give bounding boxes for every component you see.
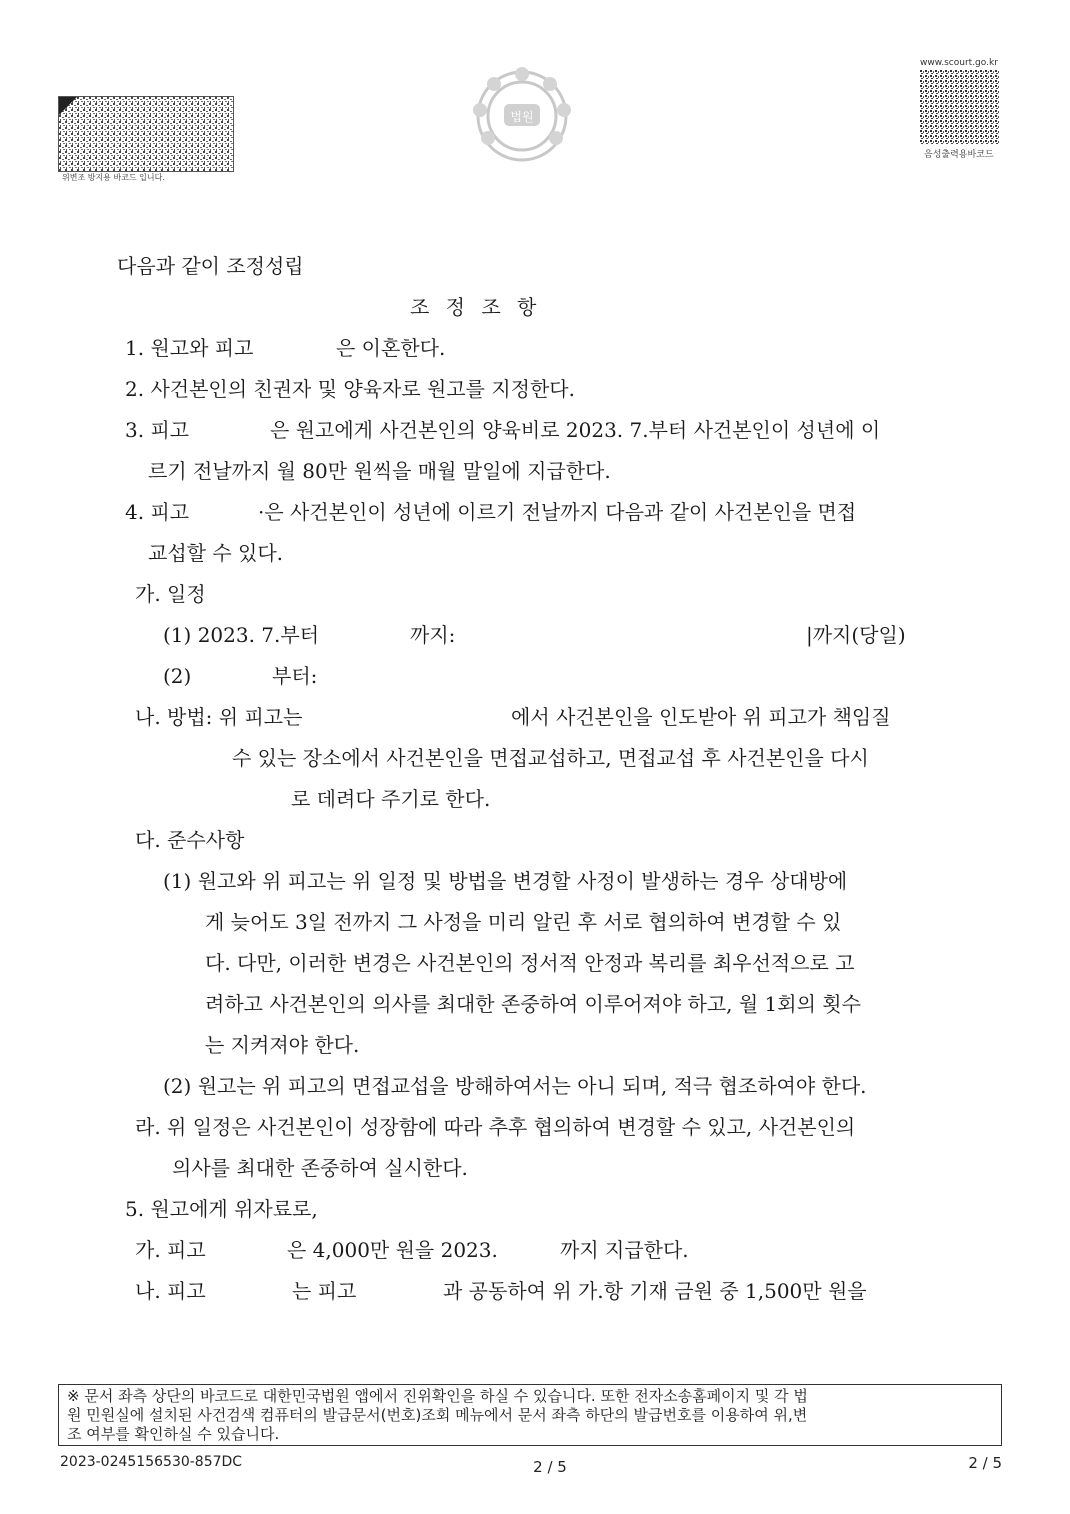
notice-line: ※ 문서 좌측 상단의 바코드로 대한민국법원 앱에서 진위확인을 하실 수 있습니다. 또한 전자소송홈페이지 및 각 법 [67,1387,808,1405]
page-number-center: 2 / 5 [533,1458,567,1476]
clause-3: 3. 피고 [125,418,190,442]
rule-1-line5: 는 지켜져야 한다. [205,1033,360,1057]
intro-text: 다음과 같이 조정성립 [117,254,304,278]
clause-5-na: 나. 피고 [135,1279,206,1303]
barcode-pattern-icon [59,97,233,171]
qr-url: www.scourt.go.kr [920,58,998,68]
clause-4-cont: ·은 사건본인이 성년에 이르기 전날까지 다음과 같이 사건본인을 면접 [258,500,857,524]
schedule-2-from: 부터: [272,664,318,688]
clause-2: 2. 사건본인의 친권자 및 양육자로 원고를 지정한다. [125,377,575,401]
item-na-method: 나. 방법: 위 피고는 [135,705,303,729]
item-ra-line2: 의사를 최대한 존중하여 실시한다. [172,1156,468,1180]
clause-5-ga-amount: 은 4,000만 원을 2023. [287,1238,498,1262]
notice-line: 조 여부를 확인하실 수 있습니다. [67,1425,280,1443]
notice-line: 원 민원실에 설치된 사건검색 컴퓨터의 발급문서(번호)조회 메뉴에서 문서 좌측 하단의 발급번호를 이용하여 위,변 [67,1406,808,1424]
clause-5-ga: 가. 피고 [135,1238,206,1262]
rule-1: (1) 원고와 위 피고는 위 일정 및 방법을 변경할 사정이 발생하는 경우 상대방에 [163,869,848,893]
clause-4: 4. 피고 [125,500,190,524]
rule-1-line4: 려하고 사건본인의 의사를 최대한 존중하여 이루어져야 하고, 월 1회의 횟수 [205,992,861,1016]
item-ra: 라. 위 일정은 사건본인이 성장함에 따라 추후 협의하여 변경할 수 있고, 사건본인의 [135,1115,856,1139]
clause-1-cont: 은 이혼한다. [336,336,446,360]
item-ga-schedule: 가. 일정 [135,582,206,606]
barcode-caption: 위변조 방지용 바코드 입니다. [62,173,165,182]
clause-3-line2: 르기 전날까지 월 80만 원씩을 매월 말일에 지급한다. [148,459,611,483]
rule-1-line2: 게 늦어도 3일 전까지 그 사정을 미리 알린 후 서로 협의하여 변경할 수 있 [205,910,842,934]
qr-caption: 음성출력용바코드 [924,150,994,160]
anti-forgery-barcode [58,96,234,172]
rule-2: (2) 원고는 위 피고의 면접교섭을 방해하여서는 아니 되며, 적극 협조하여야 한다. [163,1074,867,1098]
court-emblem [470,64,574,168]
clause-3-cont: 은 원고에게 사건본인의 양육비로 2023. 7.부터 사건본인이 성년에 이 [270,418,881,442]
rule-1-line3: 다. 다만, 이러한 변경은 사건본인의 정서적 안정과 복리를 최우선적으로 고 [205,951,855,975]
clause-1: 1. 원고와 피고 [125,336,254,360]
schedule-1-until: 까지: [410,623,456,647]
clause-5-na-end: 과 공동하여 위 가.항 기재 금원 중 1,500만 원을 [443,1279,867,1303]
page-number-right: 2 / 5 [968,1454,1002,1472]
schedule-2: (2) [163,664,192,688]
item-da-rules: 다. 준수사항 [135,828,245,852]
voice-output-barcode [920,70,1000,144]
emblem-label: 법원 [510,110,534,124]
schedule-1: (1) 2023. 7.부터 [163,623,320,647]
method-line2: 수 있는 장소에서 사건본인을 면접교섭하고, 면접교섭 후 사건본인을 다시 [232,746,869,770]
method-line3: 로 데려다 주기로 한다. [291,787,491,811]
clause-5: 5. 원고에게 위자료로, [125,1197,318,1221]
method-cont: 에서 사건본인을 인도받아 위 피고가 책임질 [511,705,891,729]
clause-4-line2: 교섭할 수 있다. [148,541,283,565]
schedule-1-sameday: |까지(당일) [806,623,906,647]
clause-5-na-mid: 는 피고 [292,1279,357,1303]
clause-5-ga-end: 까지 지급한다. [560,1238,689,1262]
court-emblem-icon [470,64,574,168]
section-title: 조 정 조 항 [410,295,537,319]
verification-notice [58,1384,1002,1446]
issue-number: 2023-0245156530-857DC [60,1454,243,1470]
qr-code-icon [920,70,1000,144]
